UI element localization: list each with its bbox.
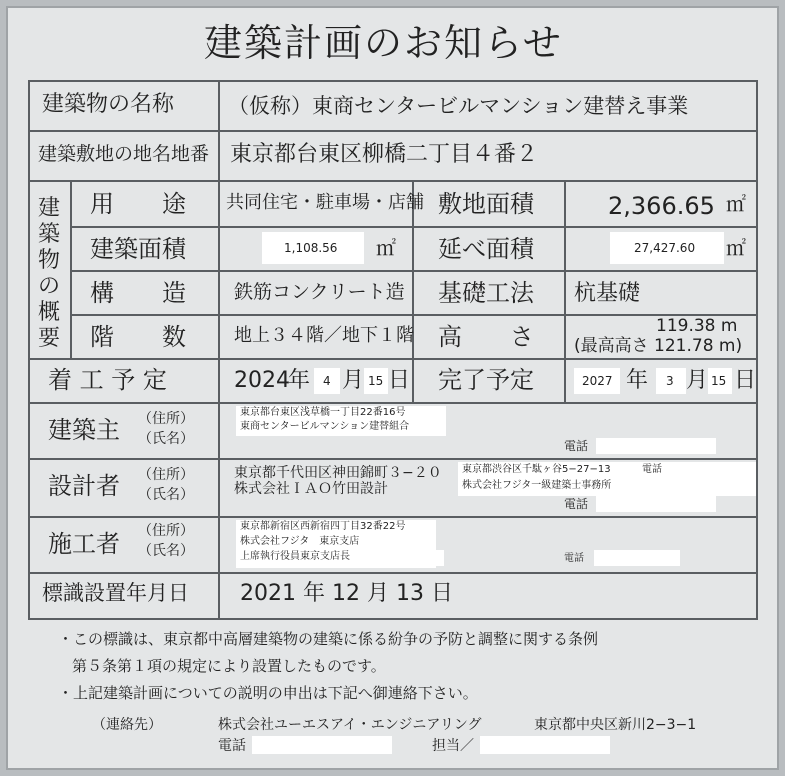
table-frame-left <box>28 80 30 620</box>
designer-name-tag: （氏名） <box>138 487 194 503</box>
building-name-value: （仮称）東商センタービルマンション建替え事業 <box>228 94 689 118</box>
row-divider <box>28 130 758 132</box>
structure-value: 鉄筋コンクリート造 <box>234 281 405 303</box>
owner-name-tag: （氏名） <box>138 431 194 447</box>
contractor-address: 東京都新宿区西新宿四丁目32番22号 <box>240 521 406 532</box>
row-divider <box>70 270 758 272</box>
foundation-value: 杭基礎 <box>574 281 641 306</box>
designer-addr-tag: （住所） <box>138 467 194 483</box>
designer-name: 株式会社ＩＡＯ竹田設計 <box>234 481 388 497</box>
start-label: 着 工 予 定 <box>48 366 167 394</box>
notice-title: 建築計画のお知らせ <box>204 21 563 65</box>
start-year-char: 年 <box>288 368 311 393</box>
notice-board <box>6 6 779 770</box>
owner-addr-tag: （住所） <box>138 411 194 427</box>
overview-side-label: 建築物の概要 <box>38 196 61 351</box>
posted-value: 2021 年 12 月 13 日 <box>240 581 453 606</box>
start-month: 4 <box>323 374 331 388</box>
height-value: 119.38 m <box>656 316 738 336</box>
row-divider <box>28 358 758 360</box>
contact-company: 株式会社ユーエスアイ・エンジニアリング <box>218 717 482 733</box>
contractor-addr-tag: （住所） <box>138 523 194 539</box>
row-divider <box>70 226 758 228</box>
floor-area-label: 延べ面積 <box>438 235 534 263</box>
row-divider <box>28 458 758 460</box>
finish-day-char: 日 <box>734 368 757 393</box>
owner-name: 東商センタービルマンション建替組合 <box>240 421 410 432</box>
site-area-value: 2,366.65 <box>608 192 715 220</box>
row-divider <box>70 314 758 316</box>
floor-area-value: 27,427.60 <box>634 241 696 255</box>
building-area-label: 建築面積 <box>90 235 186 263</box>
structure-label: 構 造 <box>90 279 186 307</box>
designer-phone-label: 電話 <box>564 497 589 511</box>
building-area-value: 1,108.56 <box>284 241 338 255</box>
contact-person-label: 担当／ <box>432 738 474 754</box>
table-frame-right <box>756 80 758 620</box>
designer2-name: 株式会社フジタ一級建築士事務所 <box>462 480 612 491</box>
owner-address: 東京都台東区浅草橋一丁目22番16号 <box>240 407 406 418</box>
note-line-3: ・上記建築計画についての説明の申出は下記へ御連絡下さい。 <box>58 684 478 702</box>
designer-address: 東京都千代田区神田錦町３−２０ <box>234 465 442 481</box>
contractor-name: 株式会社フジタ 東京支店 <box>240 536 360 547</box>
building-name-label: 建築物の名称 <box>42 92 175 117</box>
site-address-label: 建築敷地の地名地番 <box>38 143 210 165</box>
max-height-value: (最高高さ 121.78 m) <box>574 336 743 356</box>
finish-year-char: 年 <box>626 368 649 393</box>
contractor-name-line2: 上席執行役員東京支店長 <box>240 551 350 562</box>
finish-month: 3 <box>666 374 674 388</box>
column-divider <box>412 180 414 402</box>
finish-month-char: 月 <box>686 368 709 393</box>
start-year: 2024 <box>234 368 290 393</box>
finish-label: 完了予定 <box>438 366 534 394</box>
contact-phone-label: 電話 <box>218 738 246 754</box>
start-day-char: 日 <box>388 368 411 393</box>
designer-phone-redaction[interactable] <box>596 496 716 512</box>
site-area-label: 敷地面積 <box>438 190 534 218</box>
note-line-1: ・この標識は、東京都中高層建築物の建築に係る紛争の予防と調整に関する条例 <box>58 630 599 648</box>
row-divider <box>28 618 758 620</box>
foundation-label: 基礎工法 <box>438 279 534 307</box>
contractor-phone-label: 電話 <box>564 553 584 564</box>
owner-label: 建築主 <box>48 416 120 444</box>
contact-person-redaction[interactable] <box>480 736 610 754</box>
designer2-phone-label: 電話 <box>642 464 662 475</box>
height-label: 高 さ <box>438 323 534 351</box>
table-frame-top <box>28 80 758 82</box>
row-divider <box>28 516 758 518</box>
column-divider <box>564 180 566 402</box>
floors-label: 階 数 <box>90 323 186 351</box>
finish-year: 2027 <box>582 374 613 388</box>
contractor-rep-redaction[interactable] <box>364 550 444 566</box>
designer2-address: 東京都渋谷区千駄ヶ谷5−27−13 <box>462 464 611 475</box>
usage-label: 用 途 <box>90 190 186 218</box>
row-divider <box>28 180 758 182</box>
start-day: 15 <box>368 374 384 388</box>
start-month-char: 月 <box>342 368 365 393</box>
contact-phone-redaction[interactable] <box>252 736 392 754</box>
building-area-unit: ㎡ <box>376 236 396 260</box>
contractor-name-tag: （氏名） <box>138 543 194 559</box>
row-divider <box>28 572 758 574</box>
posted-label: 標識設置年月日 <box>42 581 189 605</box>
owner-phone-redaction[interactable] <box>596 438 716 454</box>
contact-label: （連絡先） <box>92 717 162 733</box>
note-line-2: 第５条第１項の規定により設置したものです。 <box>72 657 386 675</box>
contractor-phone-redaction[interactable] <box>594 550 680 566</box>
owner-phone-label: 電話 <box>564 439 589 453</box>
floors-value: 地上３４階／地下１階 <box>234 325 414 346</box>
contact-address: 東京都中央区新川2−3−1 <box>534 717 697 733</box>
column-divider <box>218 80 220 620</box>
row-divider <box>28 402 758 404</box>
site-area-unit: ㎡ <box>726 192 746 216</box>
column-divider <box>70 180 72 358</box>
finish-day: 15 <box>711 374 727 388</box>
contractor-label: 施工者 <box>48 530 120 558</box>
usage-value: 共同住宅・駐車場・店舗 <box>226 192 424 213</box>
floor-area-unit: ㎡ <box>726 236 746 260</box>
designer-label: 設計者 <box>48 472 120 500</box>
site-address-value: 東京都台東区柳橋二丁目４番２ <box>230 142 539 167</box>
